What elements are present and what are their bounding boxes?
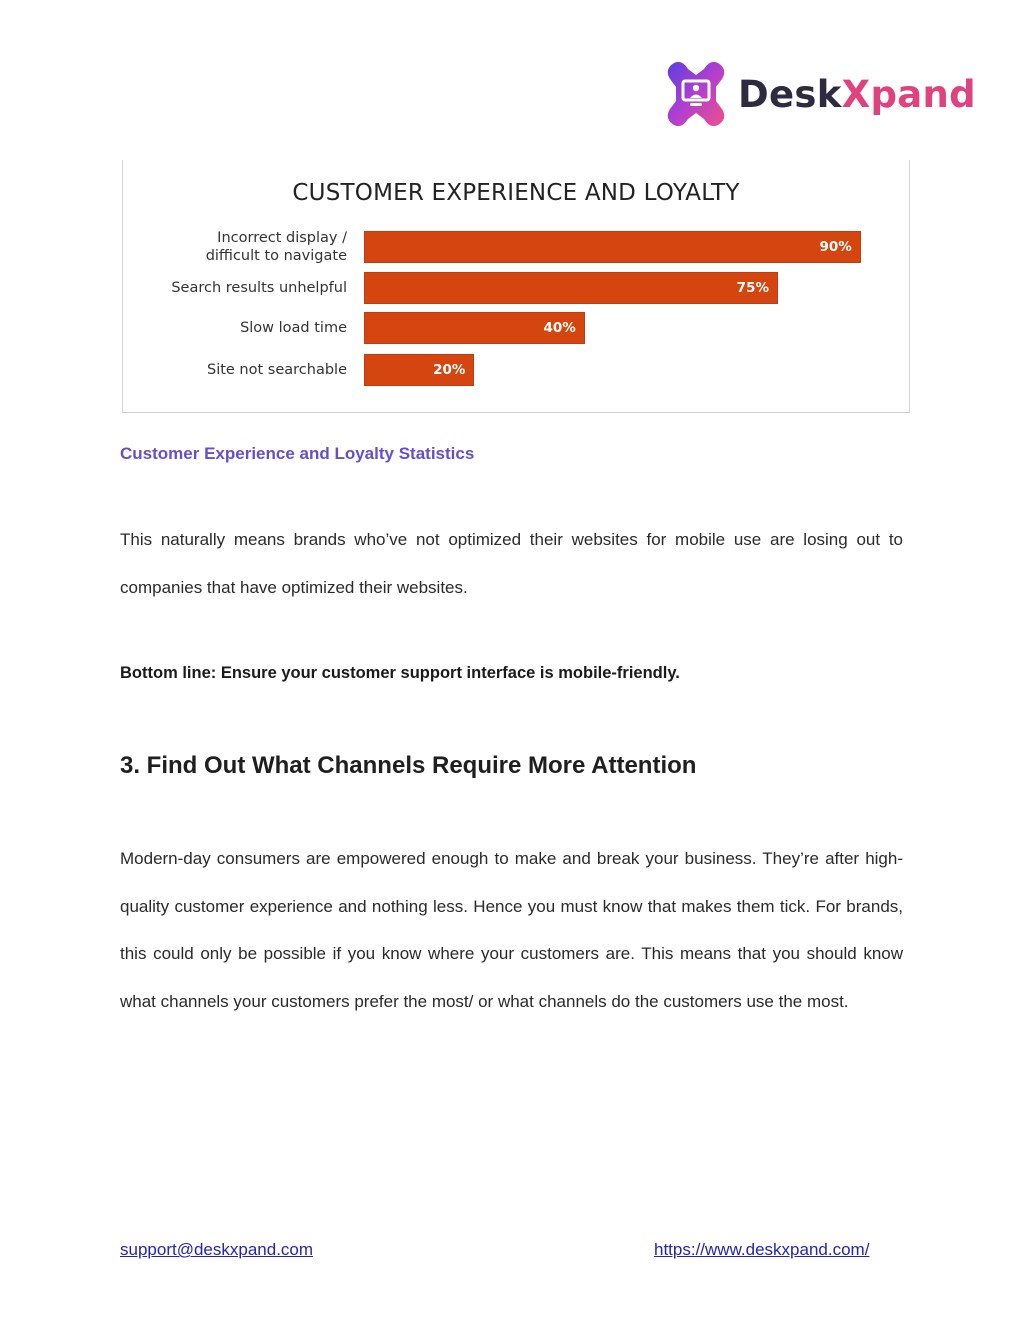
brand-name-xpand: Xpand <box>841 72 976 116</box>
bar-mark <box>364 231 861 263</box>
bar-category-label: Slow load time <box>240 320 347 336</box>
paragraph-mobile-optimization: This naturally means brands who’ve not optimized their websites for mobile use are losing out to companies that have optimized their websites. <box>120 530 903 597</box>
footer-website-link[interactable]: https://www.deskxpand.com/ <box>654 1240 870 1259</box>
customer-experience-chart <box>122 160 910 413</box>
bar-category-label: Search results unhelpful <box>171 280 347 296</box>
bar-mark <box>364 272 778 304</box>
bottom-line-note: Bottom line: Ensure your customer support interface is mobile-friendly. <box>120 664 680 682</box>
bar-value-label: 75% <box>736 280 769 296</box>
bar-value-label: 40% <box>543 320 576 336</box>
bar-row <box>123 354 909 386</box>
bar-row <box>123 312 909 344</box>
bar-mark <box>364 312 585 344</box>
bar-category-label: Incorrect display / difficult to navigate <box>205 230 347 264</box>
bar-category-label: Site not searchable <box>206 362 347 378</box>
brand-name-desk: Desk <box>738 72 842 116</box>
section-heading: 3. Find Out What Channels Require More Attention <box>120 752 697 779</box>
chart-title: CUSTOMER EXPERIENCE AND LOYALTY <box>292 180 740 206</box>
brand-logo <box>664 60 976 128</box>
brand-name <box>738 73 976 116</box>
bar-row <box>123 272 909 304</box>
deskxpand-logo-icon <box>664 61 728 127</box>
chart-caption: Customer Experience and Loyalty Statistics <box>120 444 475 463</box>
bar-value-label: 90% <box>819 239 852 255</box>
bar-row <box>123 231 909 263</box>
paragraph-channels: Modern-day consumers are empowered enough to make and break your business. They’re after high-quality customer experience and nothing less. Hence you must know that makes them tick. For brands, this could only be possible if you know where your customers are. This means that you should know what channels your customers prefer the most/ or what channels do the customers use the most. <box>120 849 903 1011</box>
footer-email-link[interactable]: support@deskxpand.com <box>120 1240 314 1259</box>
bar-value-label: 20% <box>433 362 466 378</box>
bar-mark <box>364 354 474 386</box>
